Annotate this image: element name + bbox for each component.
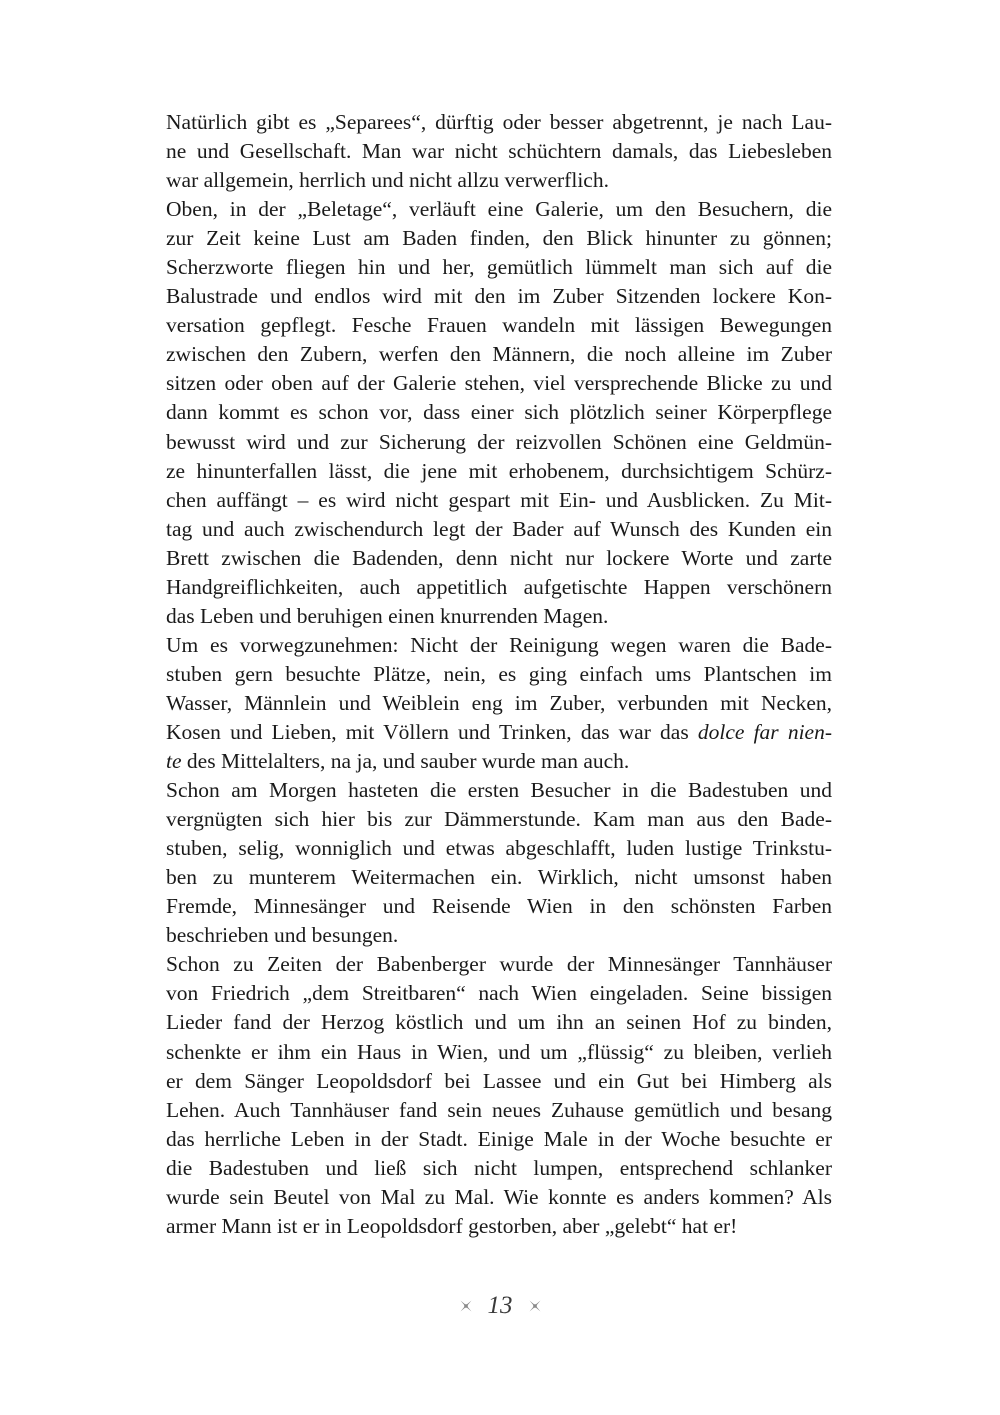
cross-pattee-icon [460, 1300, 472, 1312]
body-text [166, 108, 832, 1241]
text-line: das herrliche Leben in der Stadt. Einige Male in der Woche besuchte er [166, 1126, 832, 1151]
text-line: Lieder fand der Herzog köstlich und um ihn an seinen Hof zu binden, [166, 1010, 832, 1035]
text-line: ben zu munterem Weitermachen ein. Wirklich, nicht umsonst haben [166, 865, 832, 890]
text-segment: des Mittelalters, na ja, und sauber wurde man auch. [181, 749, 630, 774]
text-line: armer Mann ist er in Leopoldsdorf gestorben, aber „gelebt“ hat er! [166, 1213, 738, 1238]
text-line: sitzen oder oben auf der Galerie stehen, viel versprechende Blicke zu und [166, 371, 832, 396]
text-segment: Kosen und Lieben, mit Völlern und Trinken, das war das [166, 719, 698, 744]
text-line: Brett zwischen die Badenden, denn nicht nur lockere Worte und zarte [166, 545, 832, 570]
text-line: zwischen den Zubern, werfen den Männern, die noch alleine im Zuber [166, 342, 832, 367]
cross-pattee-icon [529, 1300, 541, 1312]
text-line: stuben, selig, wonniglich und etwas abgeschlafft, luden lustige Trinkstu- [166, 836, 832, 861]
text-line: war allgemein, herrlich und nicht allzu verwerflich. [166, 168, 609, 193]
text-line: tag und auch zwischendurch legt der Bader auf Wunsch des Kunden ein [166, 516, 832, 541]
page-number: 13 [487, 1292, 513, 1319]
text-line: Lehen. Auch Tannhäuser fand sein neues Zuhause gemütlich und besang [166, 1097, 832, 1122]
text-line: bewusst wird und zur Sicherung der reizvollen Schönen eine Geldmün- [166, 429, 832, 454]
text-line: die Badestuben und ließ sich nicht lumpen, entsprechend schlanker [166, 1155, 832, 1180]
text-line: stuben gern besuchte Plätze, nein, es ging einfach ums Plantschen im [166, 661, 832, 686]
text-line-with-italic [166, 718, 832, 747]
page-footer [0, 1292, 1000, 1326]
text-line: wurde sein Beutel von Mal zu Mal. Wie konnte es anders kommen? Als [166, 1184, 832, 1209]
text-line: Handgreiflichkeiten, auch appetitlich aufgetischte Happen verschönern [166, 574, 832, 599]
text-line: er dem Sänger Leopoldsdorf bei Lassee und ein Gut bei Himberg als [166, 1068, 832, 1093]
text-line: chen auffängt – es wird nicht gespart mit Ein- und Ausblicken. Zu Mit- [166, 487, 832, 512]
text-line: versation gepflegt. Fesche Frauen wandeln mit lässigen Bewegungen [166, 313, 832, 338]
text-line: Scherzworte fliegen hin und her, gemütlich lümmelt man sich auf die [166, 255, 832, 280]
text-line: Balustrade und endlos wird mit den im Zuber Sitzenden lockere Kon- [166, 284, 832, 309]
italic-phrase: dolce far nien- [697, 719, 832, 744]
text-line: das Leben und beruhigen einen knurrenden Magen. [166, 603, 609, 628]
text-line: Um es vorwegzunehmen: Nicht der Reinigung wegen waren die Bade- [166, 632, 832, 657]
text-line: vergnügten sich hier bis zur Dämmerstunde. Kam man aus den Bade- [166, 807, 832, 832]
italic-phrase: te [166, 749, 182, 774]
text-line: ne und Gesellschaft. Man war nicht schüchtern damals, das Liebesleben [166, 139, 832, 164]
text-line: Schon zu Zeiten der Babenberger wurde der Minnesänger Tannhäuser [166, 952, 832, 977]
text-line: schenkte er ihm ein Haus in Wien, und um „flüssig“ zu bleiben, verlieh [166, 1039, 832, 1064]
text-line: ze hinunterfallen lässt, die jene mit erhobenem, durchsichtigem Schürz- [166, 458, 832, 483]
text-line: zur Zeit keine Lust am Baden finden, den Blick hinunter zu gönnen; [166, 226, 832, 251]
text-line: beschrieben und besungen. [166, 923, 399, 948]
text-line: Schon am Morgen hasteten die ersten Besucher in die Badestuben und [166, 778, 832, 803]
text-line-with-italic [166, 747, 832, 776]
text-line: Natürlich gibt es „Separees“, dürftig oder besser abgetrennt, je nach Lau- [166, 110, 832, 134]
text-line: dann kommt es schon vor, dass einer sich plötzlich seiner Körperpflege [166, 400, 832, 425]
text-line: Fremde, Minnesänger und Reisende Wien in den schönsten Farben [166, 894, 832, 919]
text-line: Wasser, Männlein und Weiblein eng im Zuber, verbunden mit Necken, [166, 690, 832, 715]
text-line: von Friedrich „dem Streitbaren“ nach Wien eingeladen. Seine bissigen [166, 981, 832, 1006]
text-line: Oben, in der „Beletage“, verläuft eine Galerie, um den Besuchern, die [166, 197, 832, 222]
